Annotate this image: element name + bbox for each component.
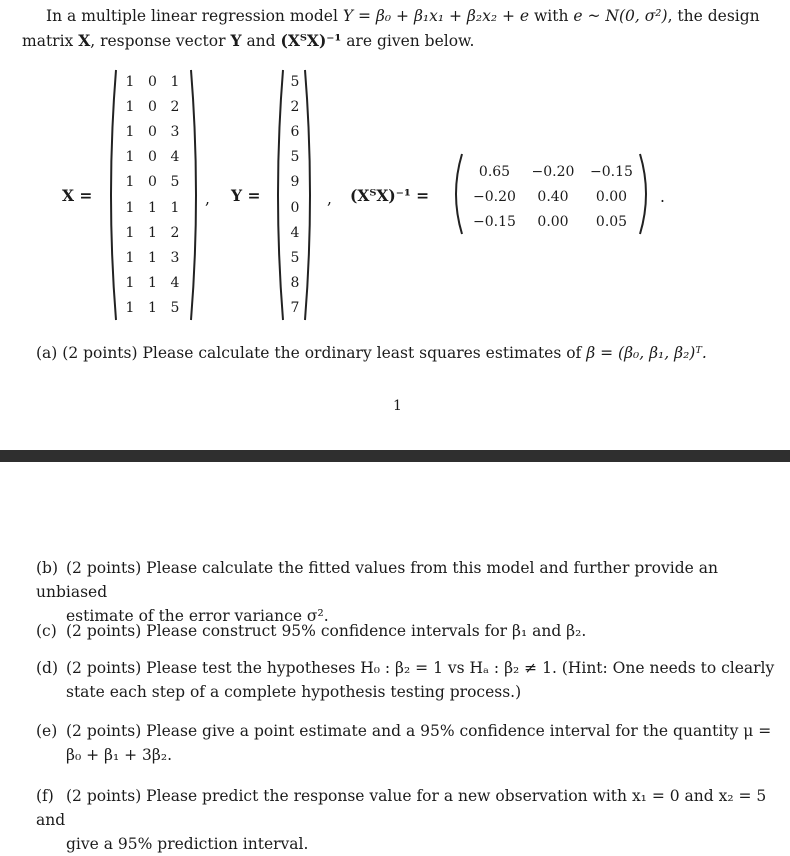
matrix-cell: 1 [148, 249, 157, 266]
question-text: (2 points) Please construct 95% confidence intervals for β₁ and β₂. [66, 622, 587, 640]
matrix-cell: 3 [170, 123, 180, 140]
matrix-cell: 0 [148, 149, 157, 166]
matrix-cell: −0.15 [590, 163, 633, 180]
matrix-cell: 1 [170, 73, 180, 90]
matrix-cell: 1 [125, 73, 135, 90]
question-tag: (a) [36, 344, 58, 362]
y-vector-label: Y = [231, 186, 261, 205]
matrix-row [287, 119, 303, 144]
matrix-cell: 5 [290, 149, 300, 166]
right-paren-icon [189, 68, 203, 322]
matrix-cell: 1 [125, 149, 135, 166]
matrix-row [287, 69, 303, 94]
question-c [36, 619, 776, 643]
matrix-row [287, 245, 303, 270]
matrix-row [120, 245, 185, 270]
response-vector-symbol: Y [230, 31, 242, 50]
matrix-cell: 9 [290, 174, 300, 191]
question-text: (2 points) Please calculate the fitted values from this model and further provide an unbiased [36, 559, 718, 601]
matrix-cell: 0.00 [595, 188, 628, 205]
right-paren-icon [303, 68, 317, 322]
beta-vector-expression: β = (β₀, β₁, β₂)ᵀ. [586, 344, 707, 362]
matrix-cell: 4 [170, 149, 180, 166]
matrix-cell: 1 [125, 249, 135, 266]
question-d [36, 656, 776, 704]
page-number: 1 [393, 398, 402, 414]
matrix-row [467, 184, 639, 209]
question-text: (2 points) Please test the hypotheses H₀ : β₂ = 1 vs Hₐ : β₂ ≠ 1. (Hint: One needs to clearly [66, 659, 775, 677]
matrix-cell: 0.65 [478, 163, 511, 180]
matrix-cell: 1 [148, 300, 157, 317]
design-matrix-symbol: X [78, 31, 91, 50]
matrix-cell: 1 [148, 275, 157, 292]
matrix-cell: 1 [148, 224, 157, 241]
question-text: (2 points) Please predict the response value for a new observation with x₁ = 0 and x₂ = 5 and [36, 787, 767, 829]
matrix-cell: 1 [125, 174, 135, 191]
matrix-row [120, 296, 185, 321]
matrix-cell: 5 [170, 174, 180, 191]
matrix-cell: −0.15 [473, 213, 516, 230]
matrix-cell: 0 [148, 98, 157, 115]
intro-text: and [241, 32, 281, 50]
inverse-matrix [467, 159, 639, 234]
question-tag: (d) [36, 659, 59, 677]
matrix-cell: 1 [125, 275, 135, 292]
model-equation: Y = β₀ + β₁x₁ + β₂x₂ + e [342, 7, 530, 25]
intro-text: with [529, 7, 574, 25]
matrix-cell: 2 [170, 98, 180, 115]
question-tag: (f) [36, 787, 54, 805]
question-text: (2 points) Please calculate the ordinary least squares estimates of [62, 344, 587, 362]
matrix-cell: 1 [170, 199, 180, 216]
intro-line-1 [46, 6, 760, 26]
comma: , [205, 190, 210, 208]
matrix-row [120, 94, 185, 119]
right-paren-icon [638, 152, 654, 236]
matrix-cell: −0.20 [531, 163, 575, 180]
page-separator [0, 450, 790, 462]
matrix-row [287, 94, 303, 119]
question-b [36, 556, 776, 628]
question-text: estimate of the error variance σ². [66, 607, 329, 625]
intro-text: are given below. [341, 32, 475, 50]
matrix-row [287, 195, 303, 220]
question-text: β₀ + β₁ + 3β₂. [66, 746, 172, 764]
matrix-cell: 4 [170, 275, 180, 292]
error-distribution: e ~ N(0, σ²) [573, 7, 668, 25]
matrix-cell: −0.20 [473, 188, 516, 205]
matrix-cell: 8 [290, 275, 300, 292]
period: . [660, 188, 665, 206]
matrix-cell: 5 [170, 300, 180, 317]
question-e [36, 719, 776, 767]
matrix-cell: 0.00 [537, 213, 569, 230]
matrix-row [120, 170, 185, 195]
matrix-cell: 1 [125, 224, 135, 241]
matrix-cell: 0 [290, 199, 300, 216]
question-tag: (c) [36, 622, 57, 640]
left-paren-icon [271, 68, 285, 322]
matrix-cell: 7 [290, 300, 300, 317]
intro-line-2 [22, 31, 474, 51]
matrix-cell: 0.40 [537, 188, 569, 205]
intro-text: , the design [667, 7, 760, 25]
question-text: give a 95% prediction interval. [66, 835, 309, 853]
matrix-row [287, 220, 303, 245]
question-tag: (e) [36, 722, 58, 740]
page-2 [0, 462, 790, 853]
matrix-cell: 0.05 [595, 213, 628, 230]
question-tag: (b) [36, 559, 59, 577]
matrix-row [120, 220, 185, 245]
x-matrix [120, 69, 185, 321]
matrix-cell: 2 [170, 224, 180, 241]
matrix-row [467, 159, 639, 184]
matrix-cell: 6 [290, 123, 300, 140]
matrix-row [120, 119, 185, 144]
intro-text: , response vector [90, 32, 231, 50]
matrix-cell: 0 [148, 123, 157, 140]
matrix-cell: 5 [290, 73, 300, 90]
matrix-row [467, 209, 639, 234]
inverse-matrix-label: (XᵀX)⁻¹ = [350, 186, 430, 205]
matrix-row [120, 271, 185, 296]
matrix-cell: 3 [170, 249, 180, 266]
left-paren-icon [448, 152, 464, 236]
intro-text: In a multiple linear regression model [46, 7, 343, 25]
x-matrix-label: X = [62, 186, 93, 205]
comma: , [327, 190, 332, 208]
matrix-row [287, 170, 303, 195]
matrix-cell: 0 [148, 73, 157, 90]
matrix-row [120, 69, 185, 94]
matrix-row [287, 145, 303, 170]
matrix-row [287, 296, 303, 321]
matrix-cell: 5 [290, 249, 300, 266]
inverse-matrix-symbol: (XᵀX)⁻¹ [280, 31, 342, 50]
question-f [36, 784, 776, 856]
question-text: state each step of a complete hypothesis testing process.) [66, 683, 522, 701]
question-text: (2 points) Please give a point estimate and a 95% confidence interval for the quantity μ = [66, 722, 772, 740]
matrix-cell: 1 [125, 300, 135, 317]
matrix-cell: 0 [148, 174, 157, 191]
question-a [36, 343, 707, 363]
matrix-cell: 1 [125, 199, 135, 216]
matrix-cell: 1 [125, 98, 135, 115]
y-vector [287, 69, 303, 321]
matrix-cell: 1 [148, 199, 157, 216]
matrix-cell: 2 [290, 98, 300, 115]
matrix-row [287, 271, 303, 296]
matrix-row [120, 145, 185, 170]
matrix-cell: 1 [125, 123, 135, 140]
matrix-cell: 4 [290, 224, 300, 241]
intro-text: matrix [22, 32, 79, 50]
left-paren-icon [104, 68, 118, 322]
matrix-row [120, 195, 185, 220]
